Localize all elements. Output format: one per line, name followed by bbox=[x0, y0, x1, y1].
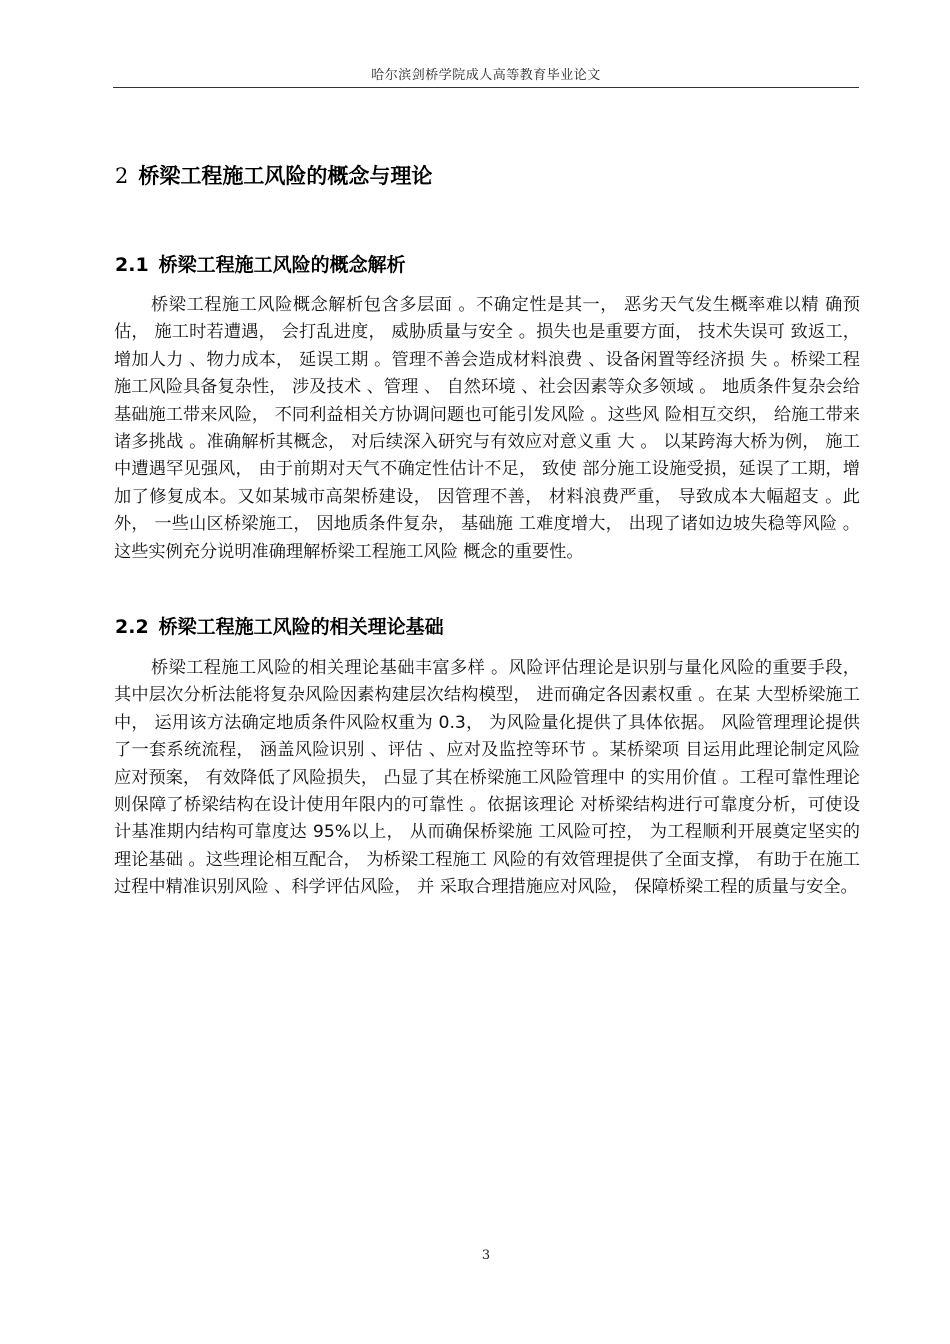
chapter-title bbox=[115, 160, 861, 190]
header-divider bbox=[113, 87, 859, 88]
section-paragraph-2-2: 桥梁工程施工风险的相关理论基础丰富多样 。风险评估理论是识别与量化风险的重要手段， 其中层次分析法能将复杂风险因素构建层次结构模型， 进而确定各因素权重 。在某 大型桥梁施工中， 运用该方法确定地质条件风险权重为 0.3， 为风险量化提供了具体依据。 风险管理理论提供了一套系统流程， 涵盖风险识别 、评估 、应对及监控等环节 。某桥梁项 目运用此理论制定风险应对预案， 有效降低了风险损失， 凸显了其在桥梁施工风险管理中 的实用价值 。工程可靠性理论则保障了桥梁结构在设计使用年限内的可靠性 。依据该理论 对桥梁结构进行可靠度分析，可使设计基准期内结构可靠度达 95%以上， 从而确保桥梁施 工风险可控， 为工程顺利开展奠定坚实的理论基础 。这些理论相互配合， 为桥梁工程施工 风险的有效管理提供了全面支撑， 有助于在施工过程中精准识别风险 、科学评估风险， 并 采取合理措施应对风险， 保障桥梁工程的质量与安全。 bbox=[114, 658, 860, 898]
running-header: 哈尔滨剑桥学院成人高等教育毕业论文 bbox=[371, 68, 601, 83]
section-paragraph-2-1: 桥梁工程施工风险概念解析包含多层面 。不确定性是其一， 恶劣天气发生概率难以精 确预估， 施工时若遭遇， 会打乱进度， 威胁质量与安全 。损失也是重要方面， 技术失误可 致返工， 增加人力 、物力成本， 延误工期 。管理不善会造成材料浪费 、设备闲置等经济损 失 。桥梁工程施工风险具备复杂性， 涉及技术 、管理 、 自然环境 、社会因素等众多领域 。 地质条件复杂会给基础施工带来风险， 不同利益相关方协调问题也可能引发风险 。这些风 险相互交织， 给施工带来诸多挑战 。准确解析其概念， 对后续深入研究与有效应对意义重 大 。 以某跨海大桥为例， 施工中遭遇罕见强风， 由于前期对天气不确定性估计不足， 致使 部分施工设施受损，延误了工期，增加了修复成本。又如某城市高架桥建设， 因管理不善， 材料浪费严重， 导致成本大幅超支 。此外， 一些山区桥梁施工， 因地质条件复杂， 基础施 工难度增大， 出现了诸如边坡失稳等风险 。这些实例充分说明准确理解桥梁工程施工风险 概念的重要性。 bbox=[114, 295, 860, 562]
section-number: 2.1 bbox=[115, 254, 149, 276]
section-title-text: 桥梁工程施工风险的相关理论基础 bbox=[158, 616, 444, 638]
chapter-title-text: 桥梁工程施工风险的概念与理论 bbox=[138, 164, 433, 188]
section-title-2-2 bbox=[115, 612, 861, 639]
page-number: 3 bbox=[481, 1248, 491, 1263]
section-title-2-1 bbox=[115, 250, 861, 277]
section-title-text: 桥梁工程施工风险的概念解析 bbox=[158, 254, 406, 276]
section-number: 2.2 bbox=[115, 616, 149, 638]
chapter-number: 2 bbox=[115, 164, 129, 188]
